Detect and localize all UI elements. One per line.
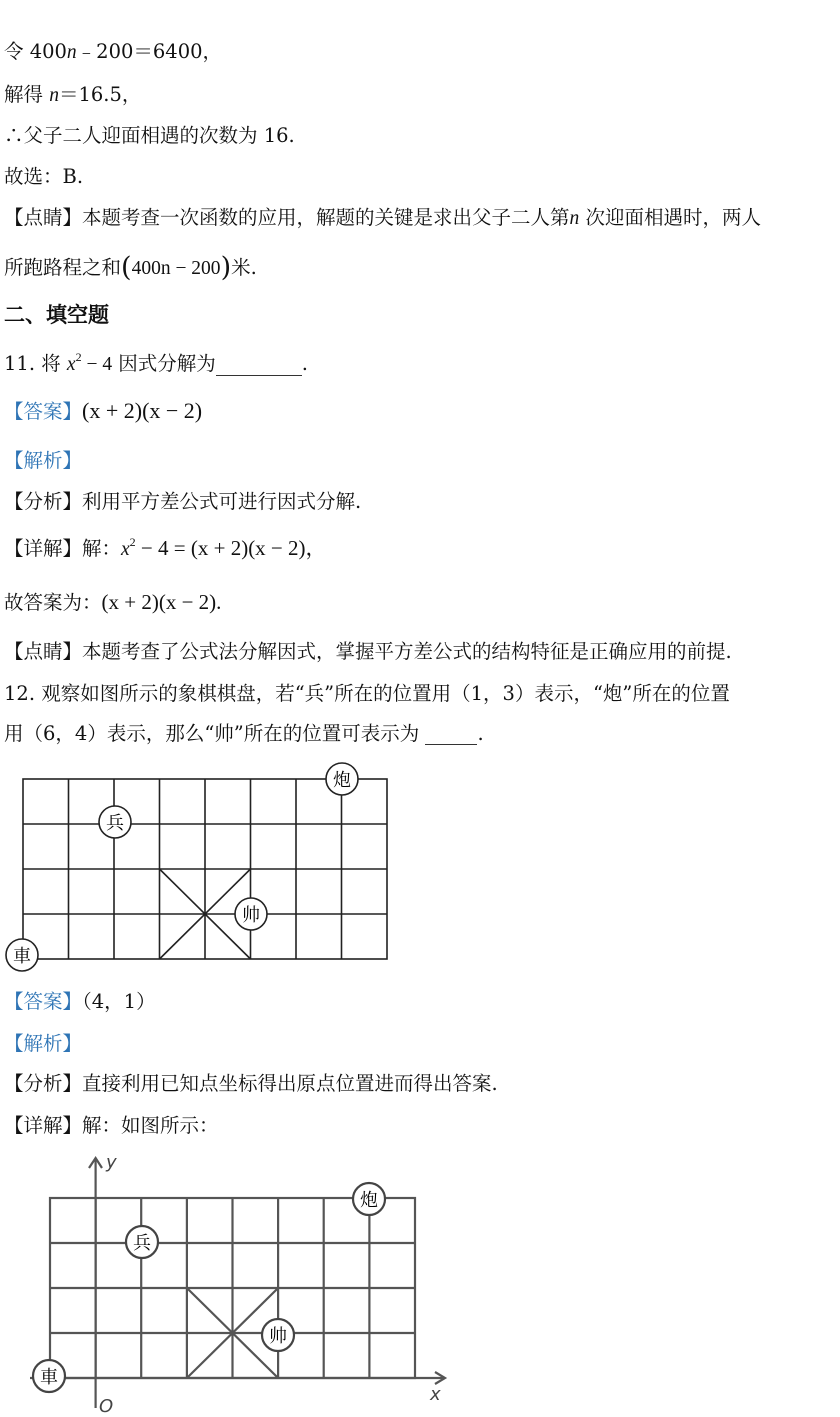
piece-shuai-1 <box>235 898 267 930</box>
l2-var: n <box>49 85 59 106</box>
q12-line2-end: . <box>477 722 484 745</box>
l1-prefix: 令 400 <box>4 40 67 63</box>
l5-prefix: 【点睛】本题考查一次函数的应用，解题的关键是求出父子二人第 <box>4 206 570 229</box>
gu-expr: (x + 2)(x − 2). <box>101 590 222 614</box>
chess-board-1 <box>0 760 400 980</box>
q12-answer <box>4 990 156 1013</box>
q11-fenxi: 【分析】利用平方差公式可进行因式分解. <box>4 490 362 513</box>
origin-label: O <box>99 1396 114 1417</box>
q11-answer-expr: (x + 2)(x − 2) <box>82 398 203 423</box>
piece-pao-2 <box>353 1183 385 1215</box>
q12-xiangjie: 【详解】解：如图所示： <box>4 1114 219 1137</box>
piece-pao-1 <box>326 763 358 795</box>
q11-question <box>4 352 308 376</box>
section-title: 二、填空题 <box>4 302 109 327</box>
q11-xiangjie <box>4 536 327 561</box>
y-axis-label: y <box>106 1152 117 1173</box>
answer-label: 【答案】 <box>4 990 83 1013</box>
q12-analysis-label: 【解析】 <box>4 1032 83 1055</box>
q11-end: . <box>301 352 308 375</box>
q12-fenxi: 【分析】直接利用已知点坐标得出原点位置进而得出答案. <box>4 1072 498 1095</box>
l1-rest: ﹣200＝6400， <box>76 40 223 63</box>
shuai-label: 帅 <box>242 905 260 926</box>
q12-line-1: 12. 观察如图所示的象棋棋盘，若“兵”所在的位置用（1，3）表示，“炮”所在的位置 <box>4 682 730 705</box>
text-line-1 <box>4 40 222 64</box>
piece-bing-2 <box>126 1226 158 1258</box>
l6-prefix: 所跑路程之和 <box>4 256 122 279</box>
pao-label: 炮 <box>333 770 351 791</box>
l1-var: n <box>66 42 77 63</box>
l6-suffix: 米. <box>231 256 257 279</box>
q11-exp: 2 <box>75 350 82 364</box>
xiangjie-rest: − 4 = (x + 2)(x − 2)， <box>135 536 327 560</box>
piece-bing-1 <box>99 806 131 838</box>
l5-rest: 次迎面相遇时，两人 <box>579 206 761 229</box>
dianjing-line-1 <box>4 206 761 230</box>
pao-label: 炮 <box>360 1190 378 1211</box>
q11-text: 因式分解为 <box>118 352 216 375</box>
q11-answer <box>4 398 202 424</box>
q12-line2-text: 用（6，4）表示，那么“帅”所在的位置可表示为 <box>4 722 426 745</box>
text-line-3: ∴父子二人迎面相遇的次数为 16. <box>4 124 295 147</box>
xiangjie-expr: x <box>121 539 130 560</box>
che-label: 車 <box>40 1367 58 1388</box>
che-label: 車 <box>13 946 31 967</box>
q11-blank[interactable] <box>216 357 302 376</box>
l2-prefix: 解得 <box>4 83 50 106</box>
shuai-label: 帅 <box>269 1326 287 1347</box>
q11-dianjing: 【点睛】本题考查了公式法分解因式，掌握平方差公式的结构特征是正确应用的前提. <box>4 640 732 663</box>
board-2-grid <box>50 1198 415 1378</box>
dianjing-line-2 <box>4 250 257 282</box>
l6-math: 400n − 200 <box>131 258 221 279</box>
q12-answer-value: （4，1） <box>82 990 156 1013</box>
piece-shuai-2 <box>262 1319 294 1351</box>
q12-blank[interactable] <box>425 726 477 745</box>
piece-che-2 <box>33 1360 65 1392</box>
xiangjie-label: 【详解】解： <box>4 537 122 560</box>
answer-label: 【答案】 <box>4 400 83 423</box>
q11-expr: x <box>66 354 76 375</box>
gu-prefix: 故答案为： <box>4 591 102 614</box>
q11-gu <box>4 590 221 615</box>
xiangjie-exp: 2 <box>129 535 136 549</box>
paren-open: ( <box>121 252 132 283</box>
bing-label: 兵 <box>133 1233 151 1254</box>
x-axis-label: x <box>430 1384 441 1405</box>
l5-var: n <box>569 208 580 229</box>
q12-line-2 <box>4 722 484 745</box>
q11-analysis-label: 【解析】 <box>4 449 83 472</box>
chess-board-2 <box>0 1150 470 1417</box>
text-line-2 <box>4 83 141 107</box>
piece-che-1 <box>6 939 38 971</box>
q11-expr-rest: − 4 <box>81 354 113 375</box>
l2-rest: ＝16.5， <box>58 83 142 106</box>
q11-number: 11. 将 <box>4 352 61 375</box>
board-1-grid <box>23 779 387 959</box>
bing-label: 兵 <box>106 813 124 834</box>
paren-close: ) <box>220 252 232 283</box>
text-line-4: 故选：B. <box>4 165 84 188</box>
